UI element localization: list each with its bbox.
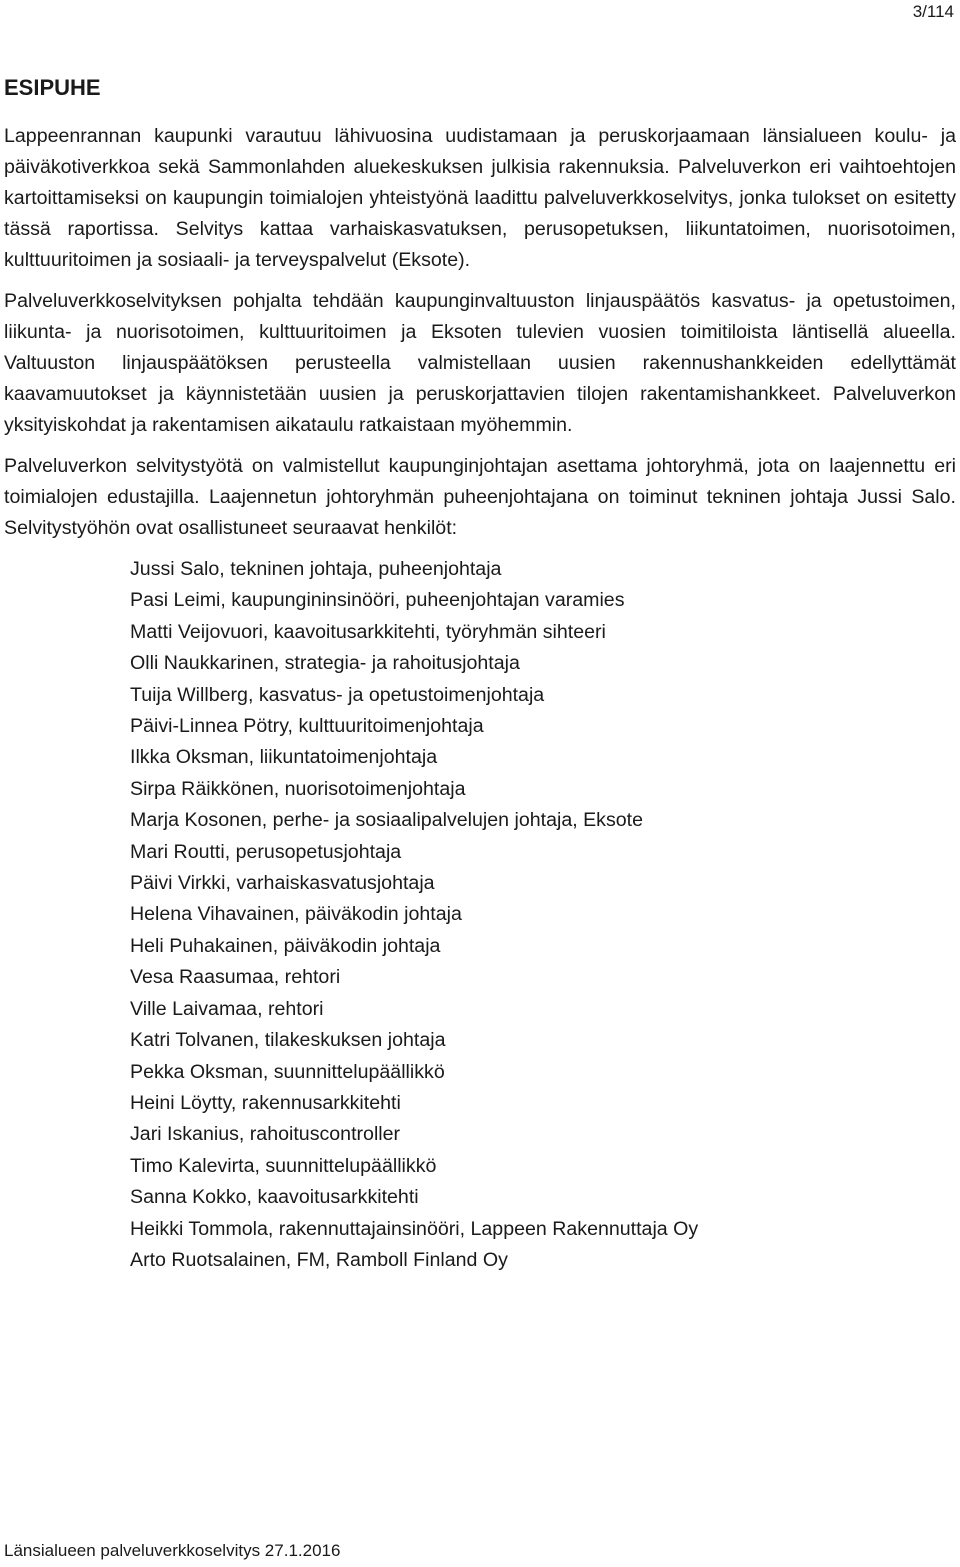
list-item: Heli Puhakainen, päiväkodin johtaja: [130, 934, 441, 957]
list-item: Päivi-Linnea Pötry, kulttuuritoimenjohtaja: [130, 715, 484, 738]
list-item: Heikki Tommola, rakennuttajainsinööri, Lappeen Rakennuttaja Oy: [130, 1217, 699, 1240]
list-item: Mari Routti, perusopetusjohtaja: [130, 840, 402, 863]
page-footer: Länsialueen palveluverkkoselvitys 27.1.2016: [4, 1541, 341, 1560]
body-text: [4, 121, 956, 1276]
list-item: Tuija Willberg, kasvatus- ja opetustoimenjohtaja: [130, 683, 545, 706]
list-item: Olli Naukkarinen, strategia- ja rahoitusjohtaja: [130, 652, 520, 675]
list-item: Ville Laivamaa, rehtori: [130, 997, 324, 1020]
paragraph: Palveluverkkoselvityksen pohjalta tehdään kaupunginvaltuuston linjauspäätös kasvatus- ja opetustoimen, liikunta- ja nuorisotoimen, kulttuuritoimen ja Eksoten tulevien vuosien toimitiloista läntisellä alueella. Valtuuston linjauspäätöksen perusteella valmistellaan uusien rakennushankkeiden edellyttämät kaavamuutokset ja käynnistetään uusien ja peruskorjattavien tilojen rakentamishankkeet. Palveluverkon yksityiskohdat ja rakentamisen aikataulu ratkaistaan myöhemmin.: [4, 290, 956, 436]
list-item: Timo Kalevirta, suunnittelupäällikkö: [130, 1154, 437, 1177]
list-item: Katri Tolvanen, tilakeskuksen johtaja: [130, 1029, 446, 1052]
page-title: ESIPUHE: [4, 75, 101, 100]
list-item: Jussi Salo, tekninen johtaja, puheenjohtaja: [130, 558, 502, 580]
page-number: 3/114: [912, 2, 954, 21]
paragraph: Lappeenrannan kaupunki varautuu lähivuosina uudistamaan ja peruskorjaamaan länsialueen koulu- ja päiväkotiverkkoa sekä Sammonlahden aluekeskuksen julkisia rakennuksia. Palveluverkon eri vaihtoehtojen kartoittamiseksi on kaupungin toimialojen yhteistyönä laadittu palveluverkkoselvitys, jonka tulokset on esitetty tässä raportissa. Selvitys kattaa varhaiskasvatuksen, perusopetuksen, liikuntatoimen, nuorisotoimen, kulttuuritoimen ja sosiaali- ja terveyspalvelut (Eksote).: [4, 125, 956, 271]
list-item: Pekka Oksman, suunnittelupäällikkö: [130, 1060, 445, 1083]
list-item: Päivi Virkki, varhaiskasvatusjohtaja: [130, 872, 435, 895]
list-item: Sanna Kokko, kaavoitusarkkitehti: [130, 1186, 419, 1209]
list-item: Arto Ruotsalainen, FM, Ramboll Finland Oy: [130, 1248, 508, 1271]
paragraph: Palveluverkon selvitystyötä on valmistellut kaupunginjohtajan asettama johtoryhmä, jota on laajennettu eri toimialojen edustajilla. Laajennetun johtoryhmän puheenjohtajana on toiminut tekninen johtaja Jussi Salo. Selvitystyöhön ovat osallistuneet seuraavat henkilöt:: [4, 455, 956, 539]
list-item: Matti Veijovuori, kaavoitusarkkitehti, työryhmän sihteeri: [130, 620, 606, 643]
list-item: Pasi Leimi, kaupungininsinööri, puheenjohtajan varamies: [130, 589, 625, 612]
list-item: Heini Löytty, rakennusarkkitehti: [130, 1091, 401, 1114]
list-item: Marja Kosonen, perhe- ja sosiaalipalvelujen johtaja, Eksote: [130, 809, 644, 832]
list-item: Ilkka Oksman, liikuntatoimenjohtaja: [130, 746, 438, 769]
list-item: Sirpa Räikkönen, nuorisotoimenjohtaja: [130, 777, 466, 800]
list-item: Helena Vihavainen, päiväkodin johtaja: [130, 903, 462, 926]
list-item: Vesa Raasumaa, rehtori: [130, 966, 341, 989]
member-list: [130, 554, 956, 1276]
list-item: Jari Iskanius, rahoituscontroller: [130, 1123, 401, 1146]
